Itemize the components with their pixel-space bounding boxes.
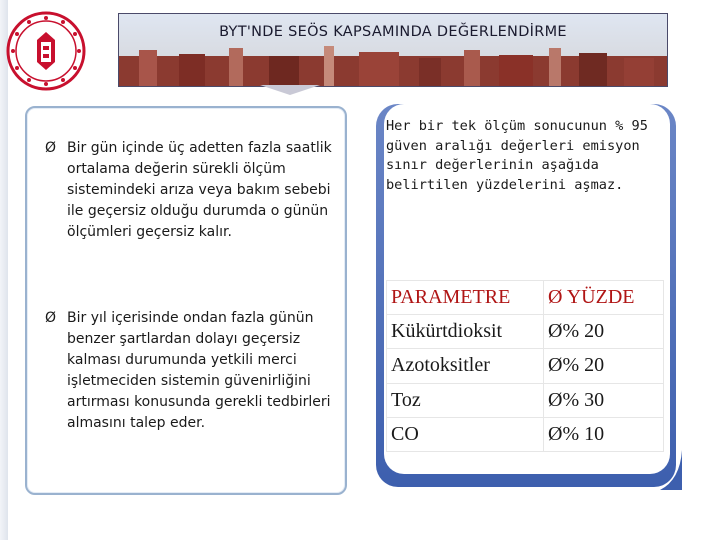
arrow-bullet-icon: Ø bbox=[548, 320, 563, 343]
percent-cell bbox=[544, 417, 664, 451]
header-percent: YÜZDE bbox=[566, 286, 635, 309]
ministry-logo-icon bbox=[5, 10, 87, 92]
page-title: BYT'NDE SEÖS KAPSAMINDA DEĞERLENDİRME bbox=[219, 24, 567, 40]
header-percent-cell bbox=[544, 281, 664, 315]
parameter-name: CO bbox=[387, 417, 544, 451]
banner-cityscape bbox=[119, 46, 667, 86]
percent-cell bbox=[544, 383, 664, 417]
left-content-panel bbox=[25, 106, 347, 495]
percent-value: % 30 bbox=[562, 388, 605, 411]
panel-corner-curl bbox=[660, 450, 682, 490]
percent-cell bbox=[544, 315, 664, 349]
title-banner bbox=[118, 13, 668, 87]
table-row bbox=[387, 417, 664, 451]
banner-pointer bbox=[260, 85, 320, 95]
arrow-bullet-icon: Ø bbox=[45, 140, 57, 156]
parameter-name: Kükürtdioksit bbox=[387, 315, 544, 349]
parameter-name: Toz bbox=[387, 383, 544, 417]
parameter-name: Azotoksitler bbox=[387, 349, 544, 383]
percent-value: % 20 bbox=[562, 354, 605, 377]
confidence-interval-text: Her bir tek ölçüm sonucunun % 95 güven aralığı değerleri emisyon sınır değerlerinin aşağıda belirtilen yüzdelerini aşmaz. bbox=[386, 118, 648, 193]
arrow-bullet-icon: Ø bbox=[45, 310, 57, 326]
percent-cell bbox=[544, 349, 664, 383]
table-row bbox=[387, 383, 664, 417]
arrow-bullet-icon: Ø bbox=[548, 388, 563, 411]
percent-value: % 10 bbox=[562, 422, 605, 445]
arrow-bullet-icon: Ø bbox=[548, 422, 563, 445]
table-row bbox=[387, 349, 664, 383]
bullet-text: Bir yıl içerisinde ondan fazla günün benzer şartlardan dolayı geçersiz kalması durumunda yetkili merci işletmeciden sistemin güvenirliğini artırması konusunda gerekli tedbirleri almasını talep eder. bbox=[67, 310, 331, 431]
table-header-row bbox=[387, 281, 664, 315]
percent-value: % 20 bbox=[562, 320, 605, 343]
header-parameter: PARAMETRE bbox=[387, 281, 544, 315]
arrow-bullet-icon: Ø bbox=[548, 286, 563, 309]
arrow-bullet-icon: Ø bbox=[548, 354, 563, 377]
table-row bbox=[387, 315, 664, 349]
bullet-text: Bir gün içinde üç adetten fazla saatlik ortalama değerin sürekli ölçüm sistemindeki arıza veya bakım sebebi ile geçersiz olduğu durumda o günün ölçümleri geçersiz kalır. bbox=[67, 140, 332, 240]
parameter-table bbox=[386, 280, 664, 452]
